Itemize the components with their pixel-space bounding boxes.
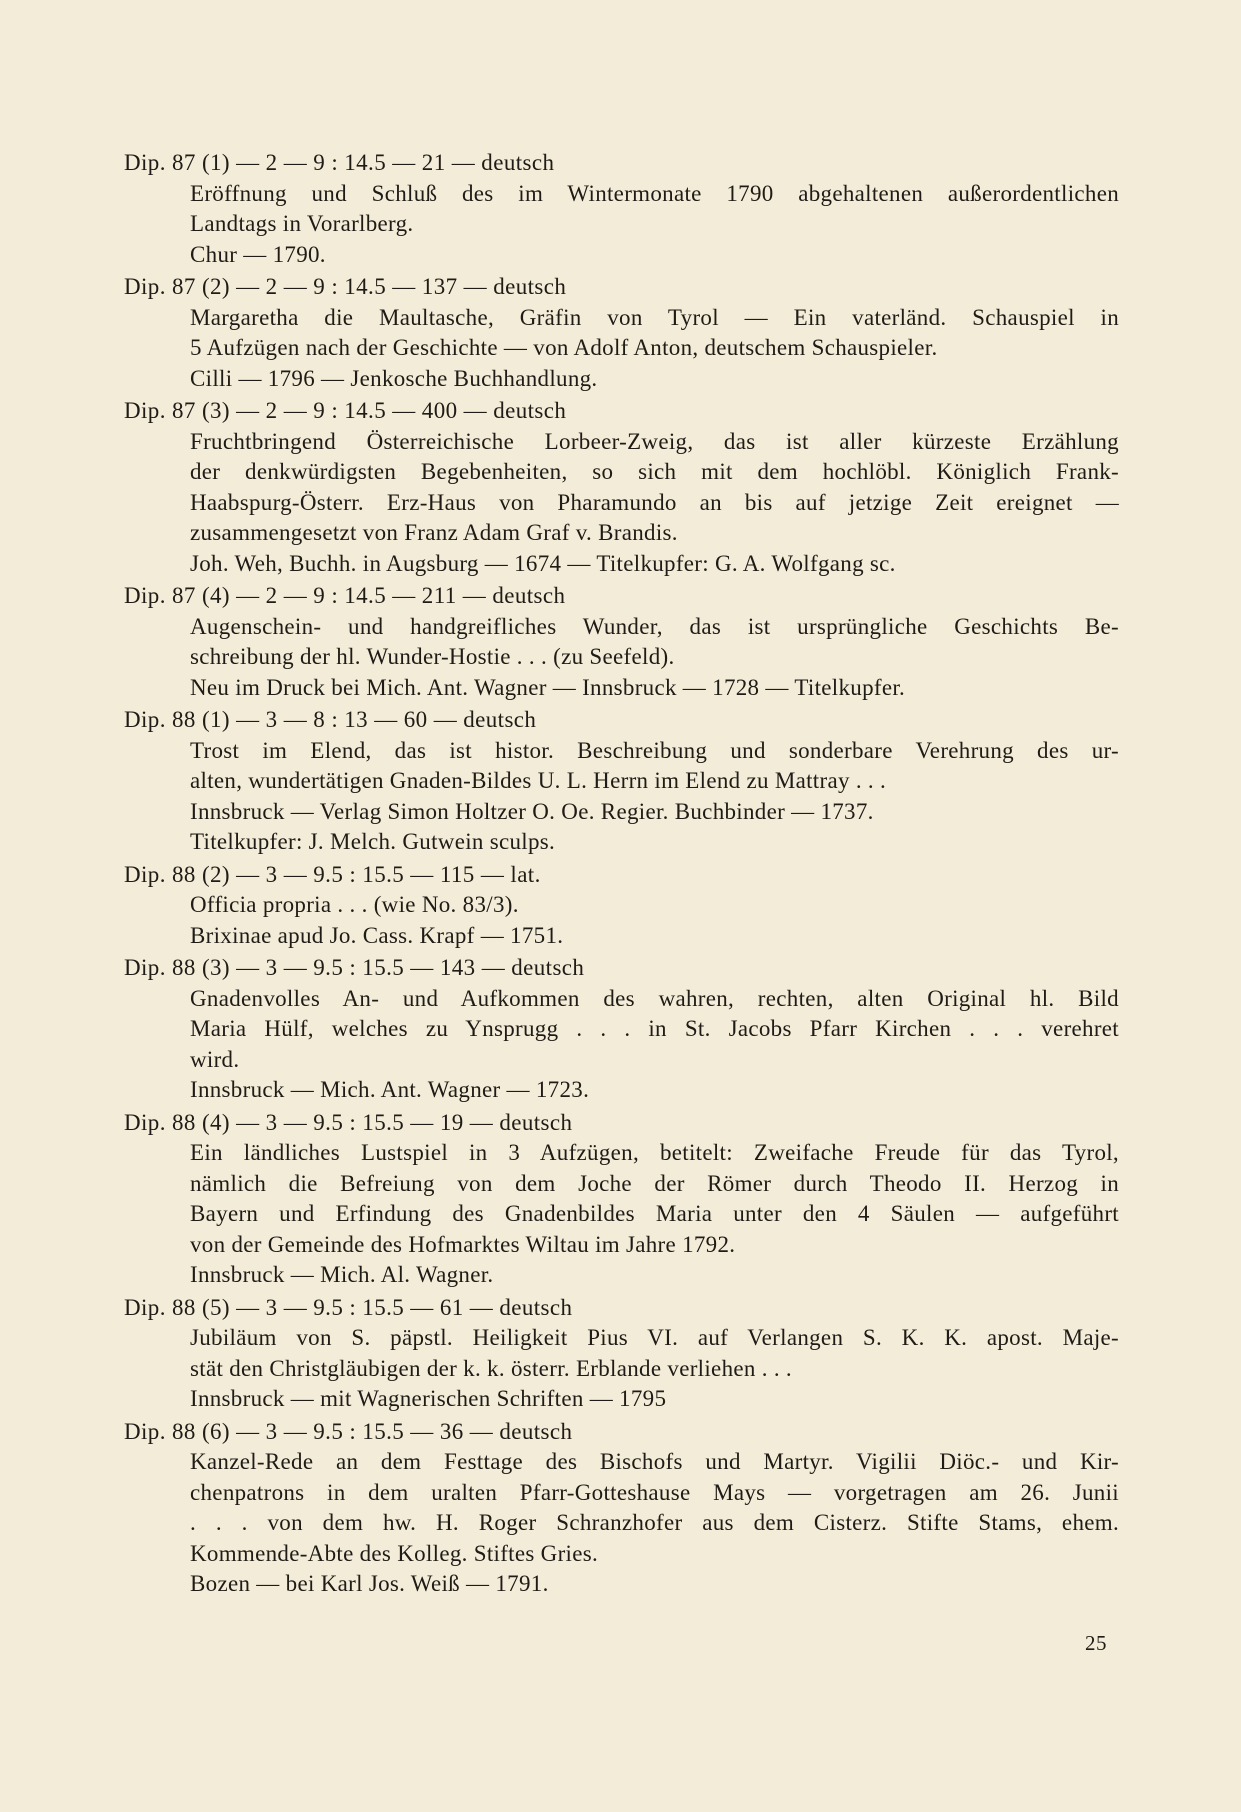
catalog-entry (124, 953, 1119, 1106)
catalog-entry (124, 1293, 1119, 1415)
entry-line: von der Gemeinde des Hofmarktes Wiltau im Jahre 1792. (190, 1231, 736, 1257)
entry-line: Haabspurg-Österr. Erz-Haus von Pharamundo an bis auf jetzige Zeit ereignet — (190, 489, 1119, 515)
catalog-entry (124, 860, 1119, 952)
entry-heading: Dip. 88 (2) — 3 — 9.5 : 15.5 — 115 — lat. (124, 861, 541, 887)
entry-line: Kanzel-Rede an dem Festtage des Bischofs und Martyr. Vigilii Diöc.- und Kir- (190, 1449, 1119, 1474)
entry-heading: Dip. 87 (4) — 2 — 9 : 14.5 — 211 — deutsch (124, 583, 566, 608)
entry-line: . . . von dem hw. H. Roger Schranzhofer aus dem Cisterz. Stifte Stams, ehem. (190, 1510, 1119, 1535)
entry-heading: Dip. 87 (3) — 2 — 9 : 14.5 — 400 — deutsch (124, 398, 567, 423)
entry-heading: Dip. 88 (5) — 3 — 9.5 : 15.5 — 61 — deutsch (124, 1294, 573, 1320)
entry-line: Gnadenvolles An- und Aufkommen des wahren, rechten, alten Original hl. Bild (190, 985, 1119, 1011)
entry-line: Neu im Druck bei Mich. Ant. Wagner — Innsbruck — 1728 — Titelkupfer. (190, 674, 906, 700)
entry-line: stät den Christgläubigen der k. k. österr. Erblande verliehen . . . (190, 1355, 792, 1381)
entry-heading: Dip. 88 (1) — 3 — 8 : 13 — 60 — deutsch (124, 707, 537, 732)
entry-line: Joh. Weh, Buchh. in Augsburg — 1674 — Titelkupfer: G. A. Wolfgang sc. (190, 550, 896, 576)
catalog-entry (124, 581, 1119, 703)
entry-line: Chur — 1790. (190, 241, 326, 267)
entry-line: Landtags in Vorarlberg. (190, 211, 414, 236)
catalog-entry (124, 272, 1119, 394)
page-number: 25 (1085, 1631, 1107, 1655)
entry-line: wird. (190, 1046, 240, 1072)
entry-line: Augenschein- und handgreifliches Wunder, das ist ursprüngliche Geschichts Be- (190, 613, 1119, 639)
entry-line: Jubiläum von S. päpstl. Heiligkeit Pius VI. auf Verlangen S. K. K. apost. Maje- (190, 1325, 1119, 1350)
entry-line: 5 Aufzügen nach der Geschichte — von Adolf Anton, deutschem Schauspieler. (190, 335, 938, 360)
entry-line: zusammengesetzt von Franz Adam Graf v. Brandis. (190, 520, 678, 545)
entry-line: Maria Hülf, welches zu Ynsprugg . . . in St. Jacobs Pfarr Kirchen . . . verehret (190, 1016, 1119, 1041)
entry-line: nämlich die Befreiung von dem Joche der Römer durch Theodo II. Herzog in (190, 1170, 1119, 1196)
entry-line: Officia propria . . . (wie No. 83/3). (190, 892, 519, 917)
entry-line: chenpatrons in dem uralten Pfarr-Gotteshause Mays — vorgetragen am 26. Junii (190, 1479, 1119, 1505)
catalog-entry (124, 148, 1119, 270)
entry-line: Trost im Elend, das ist histor. Beschreibung und sonderbare Verehrung des ur- (190, 737, 1119, 763)
entry-heading: Dip. 87 (2) — 2 — 9 : 14.5 — 137 — deutsch (124, 274, 567, 299)
entry-heading: Dip. 88 (4) — 3 — 9.5 : 15.5 — 19 — deutsch (124, 1109, 573, 1135)
entry-line: Titelkupfer: J. Melch. Gutwein sculps. (190, 829, 556, 854)
entry-line: Eröffnung und Schluß des im Wintermonate 1790 abgehaltenen außerordentlichen (190, 180, 1119, 206)
entry-line: Cilli — 1796 — Jenkosche Buchhandlung. (190, 365, 598, 391)
entry-line: alten, wundertätigen Gnaden-Bildes U. L. Herrn im Elend zu Mattray . . . (190, 768, 887, 793)
entry-heading: Dip. 87 (1) — 2 — 9 : 14.5 — 21 — deutsch (124, 150, 555, 175)
entry-line: Innsbruck — mit Wagnerischen Schriften — 1795 (190, 1386, 667, 1411)
entry-line: Innsbruck — Verlag Simon Holtzer O. Oe. Regier. Buchbinder — 1737. (190, 798, 874, 824)
entry-line: Margaretha die Maultasche, Gräfin von Tyrol — Ein vaterländ. Schauspiel in (190, 304, 1119, 330)
entry-line: Fruchtbringend Österreichische Lorbeer-Zweig, das ist aller kürzeste Erzählung (190, 428, 1119, 454)
entry-line: Innsbruck — Mich. Al. Wagner. (190, 1262, 494, 1287)
catalog-page (124, 148, 1119, 1602)
entry-heading: Dip. 88 (3) — 3 — 9.5 : 15.5 — 143 — deutsch (124, 955, 585, 980)
entry-line: schreibung der hl. Wunder-Hostie . . . (zu Seefeld). (190, 644, 675, 669)
catalog-entries (124, 148, 1119, 1600)
entry-line: Bayern und Erfindung des Gnadenbildes Maria unter den 4 Säulen — aufgeführt (190, 1201, 1119, 1226)
catalog-entry (124, 705, 1119, 858)
entry-line: der denkwürdigsten Begebenheiten, so sich mit dem hochlöbl. Königlich Frank- (190, 459, 1119, 484)
entry-line: Brixinae apud Jo. Cass. Krapf — 1751. (190, 922, 564, 948)
catalog-entry (124, 1108, 1119, 1291)
catalog-entry (124, 396, 1119, 579)
entry-line: Ein ländliches Lustspiel in 3 Aufzügen, betitelt: Zweifache Freude für das Tyrol, (190, 1140, 1119, 1165)
entry-line: Innsbruck — Mich. Ant. Wagner — 1723. (190, 1077, 590, 1102)
catalog-entry (124, 1417, 1119, 1600)
entry-line: Kommende-Abte des Kolleg. Stiftes Gries. (190, 1540, 599, 1566)
entry-heading: Dip. 88 (6) — 3 — 9.5 : 15.5 — 36 — deutsch (124, 1418, 573, 1444)
entry-line: Bozen — bei Karl Jos. Weiß — 1791. (190, 1571, 549, 1596)
